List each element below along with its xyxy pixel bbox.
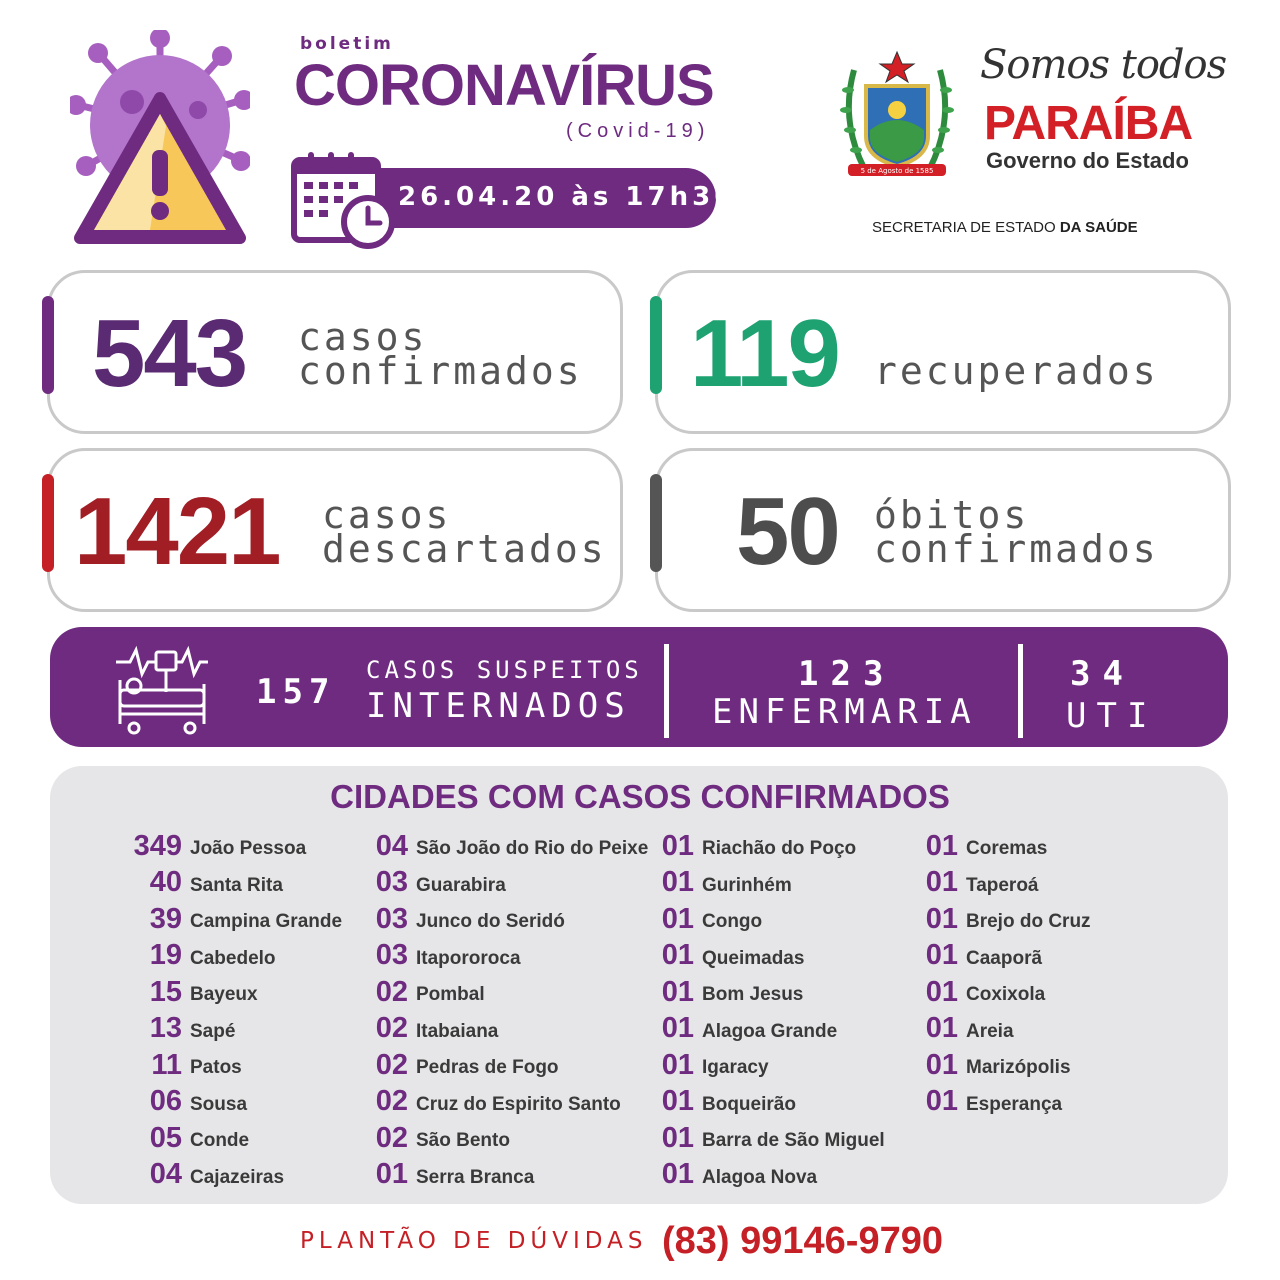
city-name: Guarabira [416,874,506,896]
city-column [904,828,1091,1120]
city-row [356,828,648,865]
city-row [904,865,1091,902]
city-row [356,1120,648,1157]
city-name: São João do Rio do Peixe [416,838,649,860]
city-name: Boqueirão [702,1093,796,1115]
city-case-count: 01 [375,1158,408,1191]
city-name: Itapororoca [416,947,521,969]
city-name: Cruz do Espirito Santo [416,1093,621,1115]
city-name: Igaracy [702,1057,769,1079]
ward-value: 123 [798,654,896,694]
calendar-clock-icon [290,150,400,250]
hospitalized-total: 157 [256,672,336,712]
city-row [108,1084,342,1121]
state-crest-icon [834,50,960,180]
city-row [356,938,648,975]
city-row [356,1084,648,1121]
city-case-count: 03 [375,866,408,899]
recovered-label: recuperados [874,349,1159,393]
virus-warning-icon [70,30,250,245]
city-case-count: 01 [661,1012,694,1045]
city-case-count: 01 [925,1012,958,1045]
city-name: Areia [966,1020,1014,1042]
confirmed-label-2: confirmados [298,349,583,393]
city-name: Bayeux [190,984,258,1006]
recovered-accent-bar [650,296,662,394]
discarded-label-1: casos [322,493,452,537]
city-name: Patos [190,1057,242,1079]
city-name: Brejo do Cruz [966,911,1091,933]
city-row [640,1084,885,1121]
city-name: Cabedelo [190,947,276,969]
city-case-count: 01 [925,829,958,862]
city-case-count: 19 [149,939,182,972]
city-case-count: 03 [375,939,408,972]
boletim-label: boletim [300,34,394,54]
discarded-value: 1421 [74,478,280,585]
confirmed-value: 543 [92,300,247,407]
hospital-bed-icon [112,640,212,736]
city-case-count: 03 [375,902,408,935]
deaths-accent-bar [650,474,662,572]
somos-todos-label: Somos todos [980,42,1227,88]
city-row [356,1047,648,1084]
city-case-count: 02 [375,1012,408,1045]
city-row [904,1047,1091,1084]
city-case-count: 01 [661,975,694,1008]
city-row [108,1120,342,1157]
city-case-count: 01 [925,939,958,972]
cities-title: CIDADES COM CASOS CONFIRMADOS [330,778,950,815]
city-name: Gurinhém [702,874,792,896]
city-case-count: 02 [375,1085,408,1118]
paraiba-logo-text: PARAÍBA [984,97,1193,150]
city-row [640,1047,885,1084]
bulletin-datetime: 26.04.20 às 17h30 [398,182,737,212]
city-row [356,974,648,1011]
governo-label: Governo do Estado [986,148,1189,173]
city-row [356,1157,648,1194]
city-case-count: 01 [925,1048,958,1081]
city-name: Esperança [966,1093,1063,1115]
city-row [904,1084,1091,1121]
city-row [108,1047,342,1084]
city-case-count: 05 [149,1121,182,1154]
discarded-label-2: descartados [322,527,607,571]
city-case-count: 01 [661,1085,694,1118]
city-row [640,828,885,865]
city-row [640,974,885,1011]
city-row [108,865,342,902]
deaths-label-2: confirmados [874,527,1159,571]
helpline-label: PLANTÃO DE DÚVIDAS [300,1228,648,1254]
city-row [640,901,885,938]
city-name: Serra Branca [416,1166,535,1188]
discarded-accent-bar [42,474,54,572]
city-case-count: 01 [661,829,694,862]
city-row [356,1011,648,1048]
city-row [108,828,342,865]
hospitalized-label-1: CASOS SUSPEITOS [366,656,643,684]
city-name: Alagoa Grande [702,1020,838,1042]
city-case-count: 01 [661,902,694,935]
city-row [108,938,342,975]
hospitalized-banner [50,627,1228,747]
ward-label: ENFERMARIA [712,692,977,732]
city-case-count: 04 [375,829,408,862]
city-case-count: 01 [661,939,694,972]
confirmed-label-1: casos [298,315,428,359]
city-case-count: 15 [149,975,182,1008]
city-case-count: 01 [661,1121,694,1154]
city-row [904,938,1091,975]
deaths-value: 50 [736,478,839,585]
divider [1018,644,1023,738]
city-case-count: 01 [925,1085,958,1118]
city-name: Coremas [966,838,1048,860]
city-case-count: 39 [149,902,182,935]
city-case-count: 01 [925,902,958,935]
city-name: Congo [702,911,763,933]
city-name: Bom Jesus [702,984,804,1006]
city-case-count: 01 [925,975,958,1008]
city-row [640,1120,885,1157]
city-row [904,974,1091,1011]
city-name: Itabaiana [416,1020,499,1042]
city-case-count: 349 [133,829,182,862]
city-row [108,1011,342,1048]
city-case-count: 02 [375,1121,408,1154]
city-case-count: 02 [375,975,408,1008]
city-name: João Pessoa [190,838,307,860]
city-row [356,901,648,938]
city-row [108,1157,342,1194]
secretaria-prefix: SECRETARIA DE ESTADO [872,219,1056,236]
city-case-count: 06 [149,1085,182,1118]
city-name: Marizópolis [966,1057,1071,1079]
city-case-count: 01 [925,866,958,899]
city-column [108,828,342,1193]
city-name: Caaporã [966,947,1043,969]
city-row [108,974,342,1011]
confirmed-accent-bar [42,296,54,394]
city-case-count: 02 [375,1048,408,1081]
page-title: CORONAVÍRUS [294,53,714,118]
deaths-label-1: óbitos [874,493,1030,537]
city-case-count: 01 [661,866,694,899]
city-row [640,1157,885,1194]
city-name: Junco do Seridó [416,911,565,933]
helpline-phone: (83) 99146-9790 [662,1220,943,1262]
hospitalized-label-2: INTERNADOS [366,686,631,726]
city-row [640,865,885,902]
crest-ribbon-text: 5 de Agosto de 1585 [860,167,934,175]
city-row [904,828,1091,865]
city-name: Alagoa Nova [702,1166,818,1188]
city-name: Sousa [190,1093,248,1115]
recovered-value: 119 [690,300,839,407]
city-case-count: 04 [149,1158,182,1191]
city-case-count: 01 [661,1048,694,1081]
city-name: São Bento [416,1130,510,1152]
city-name: Cajazeiras [190,1166,285,1188]
city-name: Barra de São Miguel [702,1130,885,1152]
city-name: Coxixola [966,984,1046,1006]
city-name: Queimadas [702,947,805,969]
city-row [904,901,1091,938]
secretaria-bold: DA SAÚDE [1059,219,1138,236]
city-case-count: 40 [149,866,182,899]
city-name: Pombal [416,984,485,1006]
city-row [356,865,648,902]
city-row [640,1011,885,1048]
city-row [640,938,885,975]
city-case-count: 11 [151,1048,182,1081]
city-row [904,1011,1091,1048]
city-column [356,828,648,1193]
city-case-count: 13 [149,1012,182,1045]
city-name: Taperoá [966,874,1039,896]
city-case-count: 01 [661,1158,694,1191]
city-name: Campina Grande [190,911,343,933]
icu-value: 34 [1070,654,1135,694]
city-name: Pedras de Fogo [416,1057,559,1079]
page-subtitle: (Covid-19) [566,120,710,142]
city-column [640,828,885,1193]
city-name: Riachão do Poço [702,838,857,860]
city-name: Conde [190,1130,250,1152]
secretaria-label [872,219,1138,236]
icu-label: UTI [1066,696,1158,736]
city-name: Santa Rita [190,874,283,896]
city-row [108,901,342,938]
city-name: Sapé [190,1020,236,1042]
divider [664,644,669,738]
